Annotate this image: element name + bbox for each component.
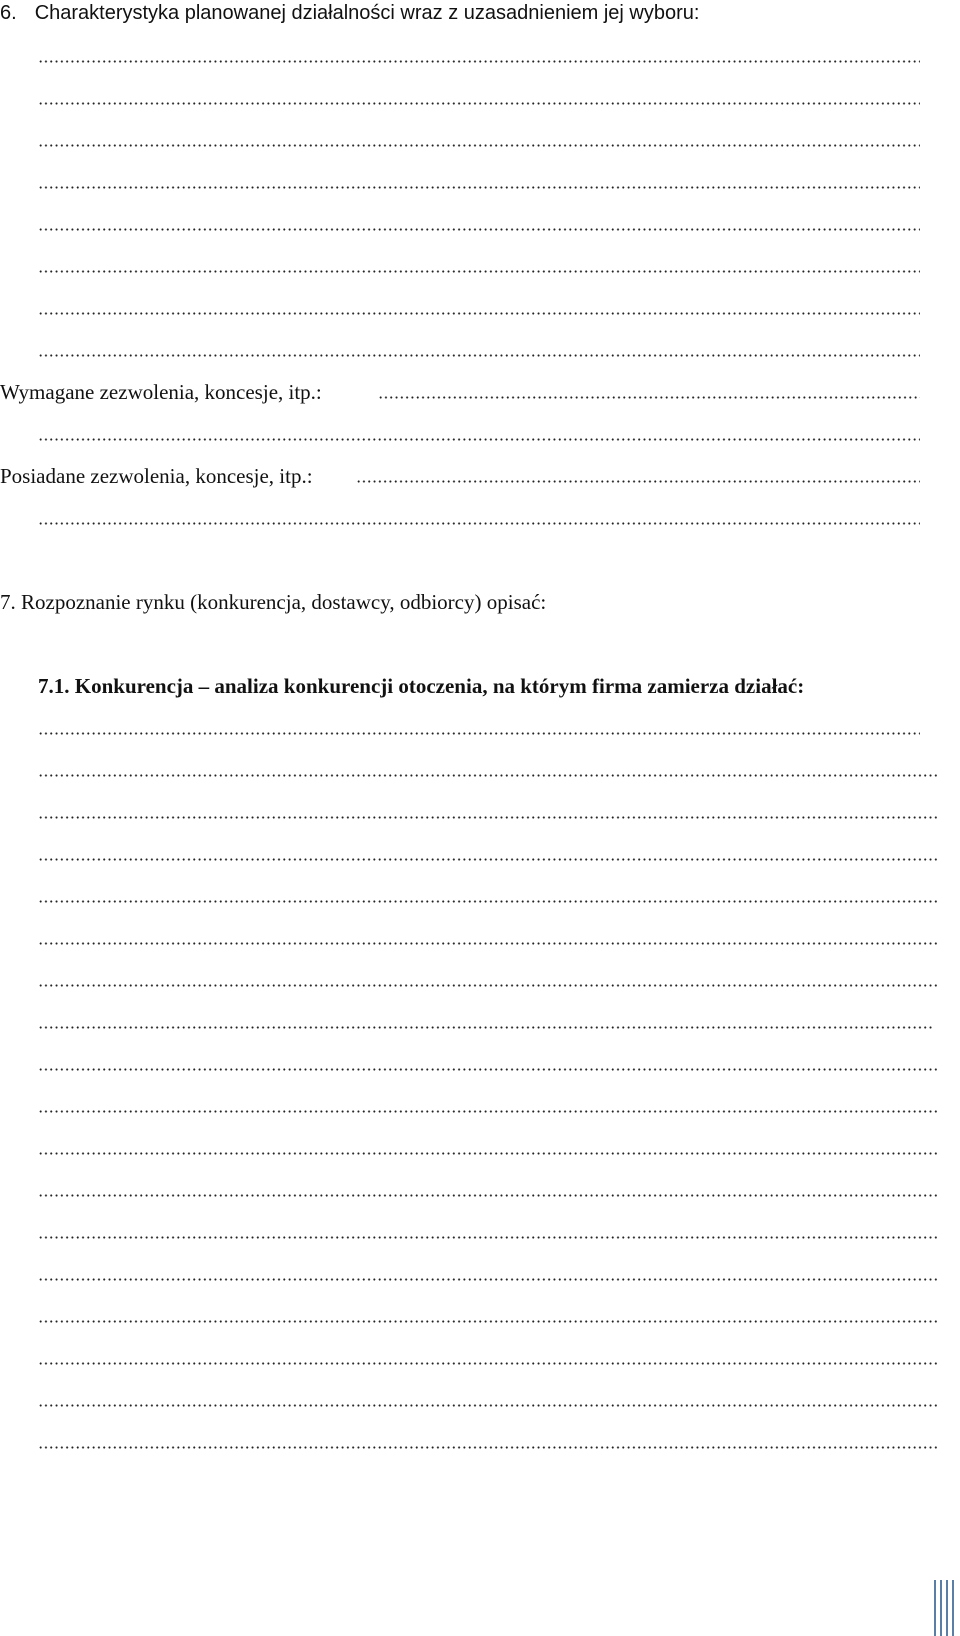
- answer-line[interactable]: [38, 270, 920, 273]
- answer-line[interactable]: [38, 1320, 938, 1323]
- owned-permits-label: Posiadane zezwolenia, koncesje, itp.:: [0, 464, 313, 488]
- answer-line[interactable]: [38, 228, 920, 231]
- section-7-1-title: 7.1. Konkurencja – analiza konkurencji otoczenia, na którym firma zamierza działać:: [38, 674, 805, 698]
- owned-permits-field[interactable]: [356, 480, 920, 483]
- answer-line[interactable]: [38, 732, 920, 735]
- answer-line[interactable]: [38, 312, 920, 315]
- answer-line[interactable]: [38, 354, 920, 357]
- answer-line[interactable]: [38, 1236, 938, 1239]
- owned-permits-line[interactable]: [38, 522, 920, 525]
- answer-line[interactable]: [38, 1026, 932, 1029]
- answer-line[interactable]: [38, 1278, 938, 1281]
- owned-permits-row: [0, 464, 313, 488]
- required-permits-label: Wymagane zezwolenia, koncesje, itp.:: [0, 380, 322, 404]
- required-permits-row: [0, 380, 322, 404]
- corner-mark: [940, 1580, 942, 1636]
- required-permits-field[interactable]: [378, 396, 920, 399]
- corner-mark: [934, 1580, 936, 1636]
- answer-line[interactable]: [38, 984, 938, 987]
- answer-line[interactable]: [38, 1194, 938, 1197]
- answer-line[interactable]: [38, 60, 920, 63]
- section-6-title: Charakterystyka planowanej działalności wraz z uzasadnieniem jej wyboru:: [34, 2, 700, 24]
- section-6-number: 6.: [0, 2, 17, 24]
- corner-mark: [952, 1580, 954, 1636]
- answer-line[interactable]: [38, 900, 938, 903]
- answer-line[interactable]: [38, 1446, 938, 1449]
- answer-line[interactable]: [38, 774, 938, 777]
- answer-line[interactable]: [38, 186, 920, 189]
- answer-line[interactable]: [38, 102, 920, 105]
- answer-line[interactable]: [38, 816, 938, 819]
- section-6-heading: [0, 1, 699, 25]
- answer-line[interactable]: [38, 1152, 938, 1155]
- corner-mark: [946, 1580, 948, 1636]
- answer-line[interactable]: [38, 1068, 938, 1071]
- answer-line[interactable]: [38, 858, 938, 861]
- answer-line[interactable]: [38, 1404, 938, 1407]
- section-7-heading: [0, 590, 546, 614]
- answer-line[interactable]: [38, 144, 920, 147]
- page-corner-marks: [934, 1580, 956, 1636]
- answer-line[interactable]: [38, 1110, 938, 1113]
- required-permits-line[interactable]: [38, 438, 920, 441]
- section-7-1-heading: [38, 674, 804, 698]
- answer-line[interactable]: [38, 942, 938, 945]
- answer-line[interactable]: [38, 1362, 938, 1365]
- section-7-title: 7. Rozpoznanie rynku (konkurencja, dostawcy, odbiorcy) opisać:: [0, 590, 547, 614]
